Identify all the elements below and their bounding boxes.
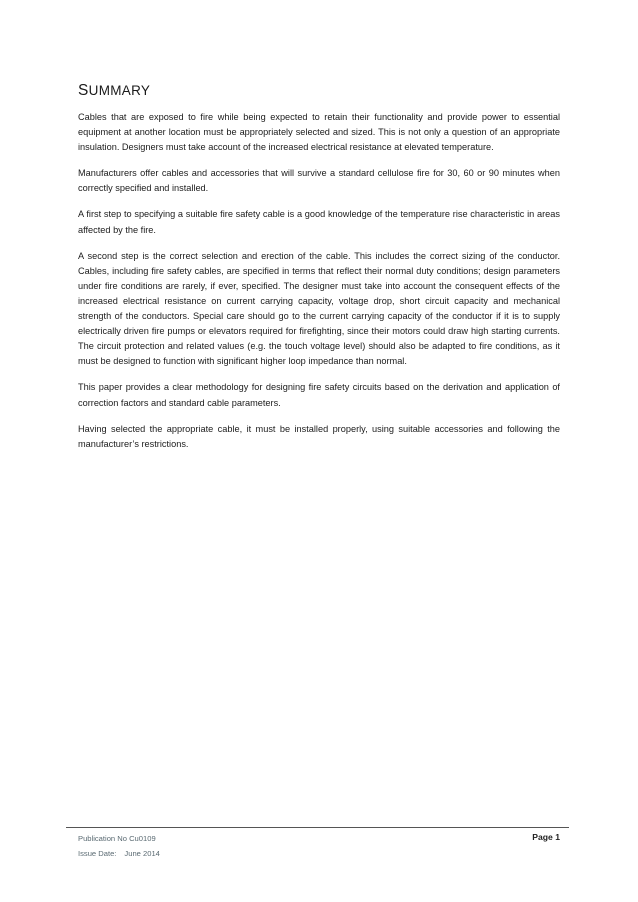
section-heading [78,82,560,100]
footer-issue-row [78,847,160,862]
footer-issue-label: Issue Date: [78,848,117,858]
footer-divider [66,827,569,828]
footer-issue-date: June 2014 [124,848,160,858]
summary-paragraph-2: Manufacturers offer cables and accessories that will survive a standard cellulose fire for 30, 60 or 90 minutes when correctly specified and installed. [78,168,560,194]
footer-publication-number: Publication No Cu0109 [78,834,156,843]
summary-paragraph-6: Having selected the appropriate cable, it must be installed properly, using suitable accessories and following the manufacturer’s restrictions. [78,423,560,449]
summary-paragraph-1: Cables that are exposed to fire while being expected to retain their functionality and provide power to essential equipment at another location must be appropriately selected and sized. This is not only a question of an appropriate insulation. Designers must take account of the increased electrical resistance at elevated temperature. [78,112,560,153]
footer-info [78,832,160,861]
footer-publication-row [78,832,160,847]
section-heading-rest: UMMARY [88,83,151,98]
summary-paragraph-3: A first step to specifying a suitable fire safety cable is a good knowledge of the temperature rise characteristic in areas affected by the fire. [78,209,560,235]
summary-paragraph-4: A second step is the correct selection and erection of the cable. This includes the correct sizing of the conductor. Cables, including fire safety cables, are specified in terms that reflect their normal duty conditions; design parameters under fire conditions are rarely, if ever, specified. The designer must take into account the consequent effects of the increased electrical resistance on current carrying capacity, voltage drop, short circuit capacity and mechanical strength of the conductors. Special care should go to the current carrying capacity of the conductor if it is to supply electrically driven fire pumps or elevators required for firefighting, since their motors could draw high starting currents. The circuit protection and related values (e.g. the touch voltage level) should also be adapted to fire conditions, as it must be designed to function with significant higher loop impedance than normal. [78,250,560,367]
summary-paragraph-5: This paper provides a clear methodology for designing fire safety circuits based on the derivation and application of correction factors and standard cable parameters. [78,382,560,408]
section-heading-initial: S [78,82,89,99]
page-content [78,82,560,463]
footer-page-number: Page 1 [532,832,560,842]
